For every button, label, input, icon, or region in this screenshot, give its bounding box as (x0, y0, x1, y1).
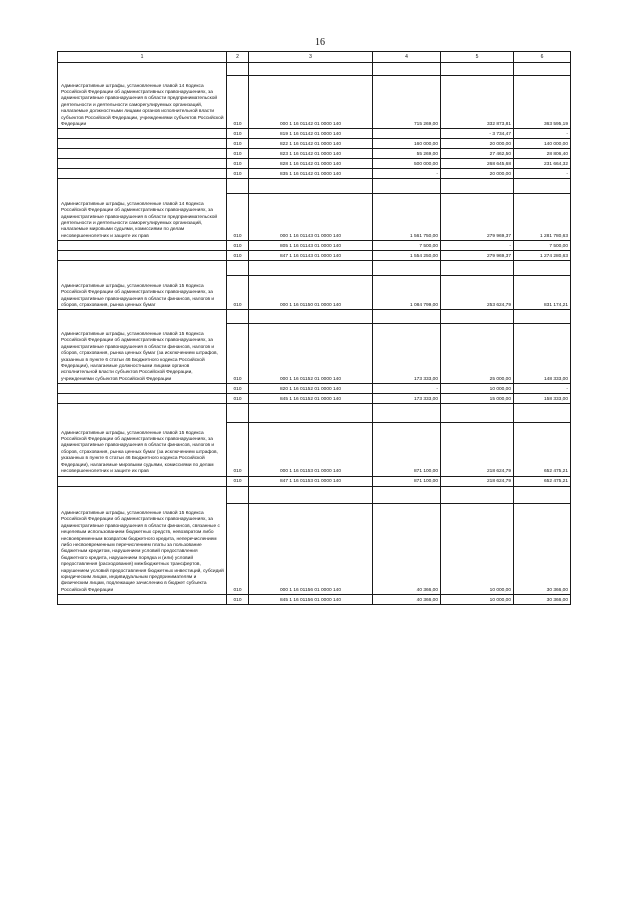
group-spacer (58, 261, 571, 276)
executed-amount: 218 624,79 (441, 476, 514, 486)
spacer-cell (373, 486, 441, 503)
executed-amount: 25 000,00 (441, 324, 514, 384)
budget-classification-code: 828 1 16 01142 01 0000 140 (249, 159, 373, 169)
blank-description-cell (58, 159, 227, 169)
executed-amount: 279 969,37 (441, 194, 514, 241)
table-row (58, 324, 571, 384)
approved-amount: 40 366,00 (373, 595, 441, 605)
column-number-row (58, 52, 571, 63)
executed-amount: 253 624,79 (441, 276, 514, 310)
page-number: 16 (315, 37, 325, 48)
line-code: 010 (227, 324, 249, 384)
spacer-cell (373, 310, 441, 324)
spacer-cell (249, 486, 373, 503)
table-row (58, 194, 571, 241)
approved-amount: 1 561 750,00 (373, 194, 441, 241)
executed-amount: 27 462,50 (441, 149, 514, 159)
line-code: 010 (227, 76, 249, 129)
approved-amount: 7 500,00 (373, 241, 441, 251)
table-row (58, 76, 571, 129)
budget-classification-code: 835 1 16 01142 01 0000 140 (249, 169, 373, 179)
table-row (58, 423, 571, 476)
budget-classification-code: 823 1 16 01142 01 0000 140 (249, 149, 373, 159)
revenue-description: Административные штрафы, установленные главой 15 Кодекса Российской Федерации об административных правонарушениях, за административные правонарушения в области финансов, налогов и сборов, страхования, рынка ценных бумаг (58, 276, 227, 310)
revenue-description: Административные штрафы, установленные главой 15 Кодекса Российской Федерации об административных правонарушениях, за административные правонарушения в области финансов, связанные с нецелевым использованием бюджетных средств, невозвратом либо несвоевременным возвратом бюджетного кредита, неперечислением либо несвоевременным перечислением платы за пользование бюджетным кредитом, нарушением условий предоставления бюджетного кредита, нарушением порядка и (или) условий предоставления (расходования) межбюджетных трансфертов, нарушением условий предоставления бюджетных инвестиций, субсидий юридическим лицам, индивидуальным предпринимателям и физическим лицам, подлежащие зачислению в бюджет субъекта Российской Федерации (58, 503, 227, 595)
line-code: 010 (227, 476, 249, 486)
spacer-cell (58, 486, 227, 503)
revenue-description: Административные штрафы, установленные главой 14 Кодекса Российской Федерации об административных правонарушениях, за административные правонарушения в области предпринимательской деятельности и деятельности саморегулируемых организаций, налагаемые мировыми судьями, комиссиями по делам несовершеннолетних и защите их прав (58, 194, 227, 241)
line-code: 010 (227, 169, 249, 179)
spacer-cell (514, 179, 571, 194)
line-code: 010 (227, 139, 249, 149)
column-header: 4 (373, 52, 441, 63)
spacer-cell (58, 404, 227, 423)
approved-amount: 173 333,00 (373, 394, 441, 404)
line-code: 010 (227, 276, 249, 310)
line-code: 010 (227, 241, 249, 251)
spacer-cell (58, 179, 227, 194)
table-row (58, 159, 571, 169)
spacer-cell (441, 179, 514, 194)
group-spacer (58, 310, 571, 324)
table-row (58, 169, 571, 179)
approved-amount: 500 000,00 (373, 159, 441, 169)
approved-amount: 55 269,00 (373, 149, 441, 159)
blank-description-cell (58, 169, 227, 179)
table-row (58, 384, 571, 394)
blank-description-cell (58, 241, 227, 251)
remaining-amount: - (514, 129, 571, 139)
remaining-amount: 652 475,21 (514, 423, 571, 476)
blank-description-cell (58, 595, 227, 605)
column-header: 1 (58, 52, 227, 63)
remaining-amount: 1 274 280,63 (514, 251, 571, 261)
executed-amount: 20 000,00 (441, 169, 514, 179)
approved-amount: 871 100,00 (373, 423, 441, 476)
column-header: 2 (227, 52, 249, 63)
executed-amount: - (441, 241, 514, 251)
spacer-cell (58, 310, 227, 324)
executed-amount: 10 000,00 (441, 595, 514, 605)
spacer-cell (249, 63, 373, 76)
remaining-amount: 1 281 780,63 (514, 194, 571, 241)
executed-amount: 10 000,00 (441, 384, 514, 394)
spacer-cell (227, 404, 249, 423)
executed-amount: 268 645,68 (441, 159, 514, 169)
remaining-amount: 363 595,19 (514, 76, 571, 129)
spacer-cell (373, 63, 441, 76)
remaining-amount: - (514, 169, 571, 179)
spacer-cell (58, 261, 227, 276)
spacer-cell (441, 486, 514, 503)
column-header: 3 (249, 52, 373, 63)
revenue-description: Административные штрафы, установленные главой 14 Кодекса Российской Федерации об административных правонарушениях, за административные правонарушения в области предпринимательской деятельности и деятельности саморегулируемых организаций, налагаемые должностными лицами органов исполнительной власти субъектов Российской Федерации, учреждениями субъектов Российской Федерации (58, 76, 227, 129)
line-code: 010 (227, 251, 249, 261)
budget-classification-code: 847 1 16 01153 01 0000 140 (249, 476, 373, 486)
budget-classification-code: 000 1 16 01142 01 0000 140 (249, 76, 373, 129)
budget-classification-code: 000 1 16 01156 01 0000 140 (249, 503, 373, 595)
remaining-amount: 140 000,00 (514, 139, 571, 149)
spacer-cell (514, 404, 571, 423)
approved-amount: 160 000,00 (373, 139, 441, 149)
blank-description-cell (58, 384, 227, 394)
revenue-table (57, 51, 571, 605)
spacer-cell (249, 261, 373, 276)
budget-classification-code: 805 1 16 01143 01 0000 140 (249, 241, 373, 251)
remaining-amount: 158 333,00 (514, 394, 571, 404)
spacer-cell (441, 63, 514, 76)
remaining-amount: - (514, 384, 571, 394)
spacer-cell (514, 310, 571, 324)
table-row (58, 503, 571, 595)
table-row (58, 276, 571, 310)
line-code: 010 (227, 384, 249, 394)
group-spacer (58, 486, 571, 503)
executed-amount: 332 873,81 (441, 76, 514, 129)
table-row (58, 476, 571, 486)
line-code: 010 (227, 129, 249, 139)
remaining-amount: 831 174,21 (514, 276, 571, 310)
spacer-cell (249, 404, 373, 423)
table-row (58, 595, 571, 605)
blank-description-cell (58, 476, 227, 486)
table-row (58, 394, 571, 404)
remaining-amount: 28 806,40 (514, 149, 571, 159)
blank-description-cell (58, 139, 227, 149)
blank-description-cell (58, 251, 227, 261)
blank-description-cell (58, 149, 227, 159)
line-code: 010 (227, 394, 249, 404)
approved-amount: 173 333,00 (373, 324, 441, 384)
revenue-description: Административные штрафы, установленные главой 15 Кодекса Российской Федерации об административных правонарушениях, за административные правонарушения в области финансов, налогов и сборов, страхования, рынка ценных бумаг (за исключением штрафов, указанных в пункте 6 статьи 46 Бюджетного кодекса Российской Федерации), налагаемые мировыми судьями, комиссиями по делам несовершеннолетних и защите их прав (58, 423, 227, 476)
budget-classification-code: 000 1 16 01152 01 0000 140 (249, 324, 373, 384)
spacer-cell (514, 486, 571, 503)
budget-classification-code: 000 1 16 01150 01 0000 140 (249, 276, 373, 310)
spacer-cell (58, 63, 227, 76)
budget-classification-code: 819 1 16 01142 01 0000 140 (249, 129, 373, 139)
executed-amount: 218 624,79 (441, 423, 514, 476)
budget-classification-code: 820 1 16 01152 01 0000 140 (249, 384, 373, 394)
group-spacer (58, 404, 571, 423)
remaining-amount: 7 500,00 (514, 241, 571, 251)
remaining-amount: 652 475,21 (514, 476, 571, 486)
line-code: 010 (227, 423, 249, 476)
budget-classification-code: 822 1 16 01142 01 0000 140 (249, 139, 373, 149)
executed-amount: 279 969,37 (441, 251, 514, 261)
blank-description-cell (58, 129, 227, 139)
spacer-cell (441, 404, 514, 423)
spacer-cell (373, 179, 441, 194)
spacer-cell (227, 261, 249, 276)
spacer-cell (249, 310, 373, 324)
remaining-amount: 231 664,32 (514, 159, 571, 169)
table-row (58, 241, 571, 251)
line-code: 010 (227, 159, 249, 169)
spacer-cell (441, 310, 514, 324)
spacer-cell (441, 261, 514, 276)
spacer-cell (227, 63, 249, 76)
budget-classification-code: 000 1 16 01153 01 0000 140 (249, 423, 373, 476)
table-row (58, 139, 571, 149)
approved-amount: - (373, 169, 441, 179)
spacer-cell (227, 179, 249, 194)
group-spacer (58, 179, 571, 194)
budget-classification-code: 847 1 16 01143 01 0000 140 (249, 251, 373, 261)
line-code: 010 (227, 595, 249, 605)
spacer-cell (227, 486, 249, 503)
spacer-cell (373, 404, 441, 423)
budget-classification-code: 000 1 16 01143 01 0000 140 (249, 194, 373, 241)
approved-amount: 715 269,00 (373, 76, 441, 129)
spacer-cell (249, 179, 373, 194)
table-row (58, 149, 571, 159)
budget-classification-code: 845 1 16 01156 01 0000 140 (249, 595, 373, 605)
table-row (58, 129, 571, 139)
approved-amount (373, 129, 441, 139)
spacer-cell (514, 261, 571, 276)
line-code: 010 (227, 194, 249, 241)
spacer-cell (514, 63, 571, 76)
approved-amount: 40 366,00 (373, 503, 441, 595)
executed-amount: 15 000,00 (441, 394, 514, 404)
remaining-amount: 30 366,00 (514, 503, 571, 595)
group-spacer (58, 63, 571, 76)
line-code: 010 (227, 503, 249, 595)
line-code: 010 (227, 149, 249, 159)
approved-amount: - (373, 384, 441, 394)
spacer-cell (227, 310, 249, 324)
spacer-cell (373, 261, 441, 276)
approved-amount: 1 554 250,00 (373, 251, 441, 261)
executed-amount: 10 000,00 (441, 503, 514, 595)
blank-description-cell (58, 394, 227, 404)
executed-amount: - 3 734,47 (441, 129, 514, 139)
approved-amount: 871 100,00 (373, 476, 441, 486)
table-row (58, 251, 571, 261)
revenue-description: Административные штрафы, установленные главой 15 Кодекса Российской Федерации об административных правонарушениях, за административные правонарушения в области финансов, налогов и сборов, страхования, рынка ценных бумаг (за исключением штрафов, указанных в пункте 6 статьи 46 Бюджетного кодекса Российской Федерации), налагаемые должностными лицами органов исполнительной власти субъектов Российской Федерации, учреждениями субъектов Российской Федерации (58, 324, 227, 384)
executed-amount: 20 000,00 (441, 139, 514, 149)
column-header: 6 (514, 52, 571, 63)
approved-amount: 1 084 799,00 (373, 276, 441, 310)
remaining-amount: 30 366,00 (514, 595, 571, 605)
column-header: 5 (441, 52, 514, 63)
budget-classification-code: 845 1 16 01152 01 0000 140 (249, 394, 373, 404)
remaining-amount: 148 333,00 (514, 324, 571, 384)
